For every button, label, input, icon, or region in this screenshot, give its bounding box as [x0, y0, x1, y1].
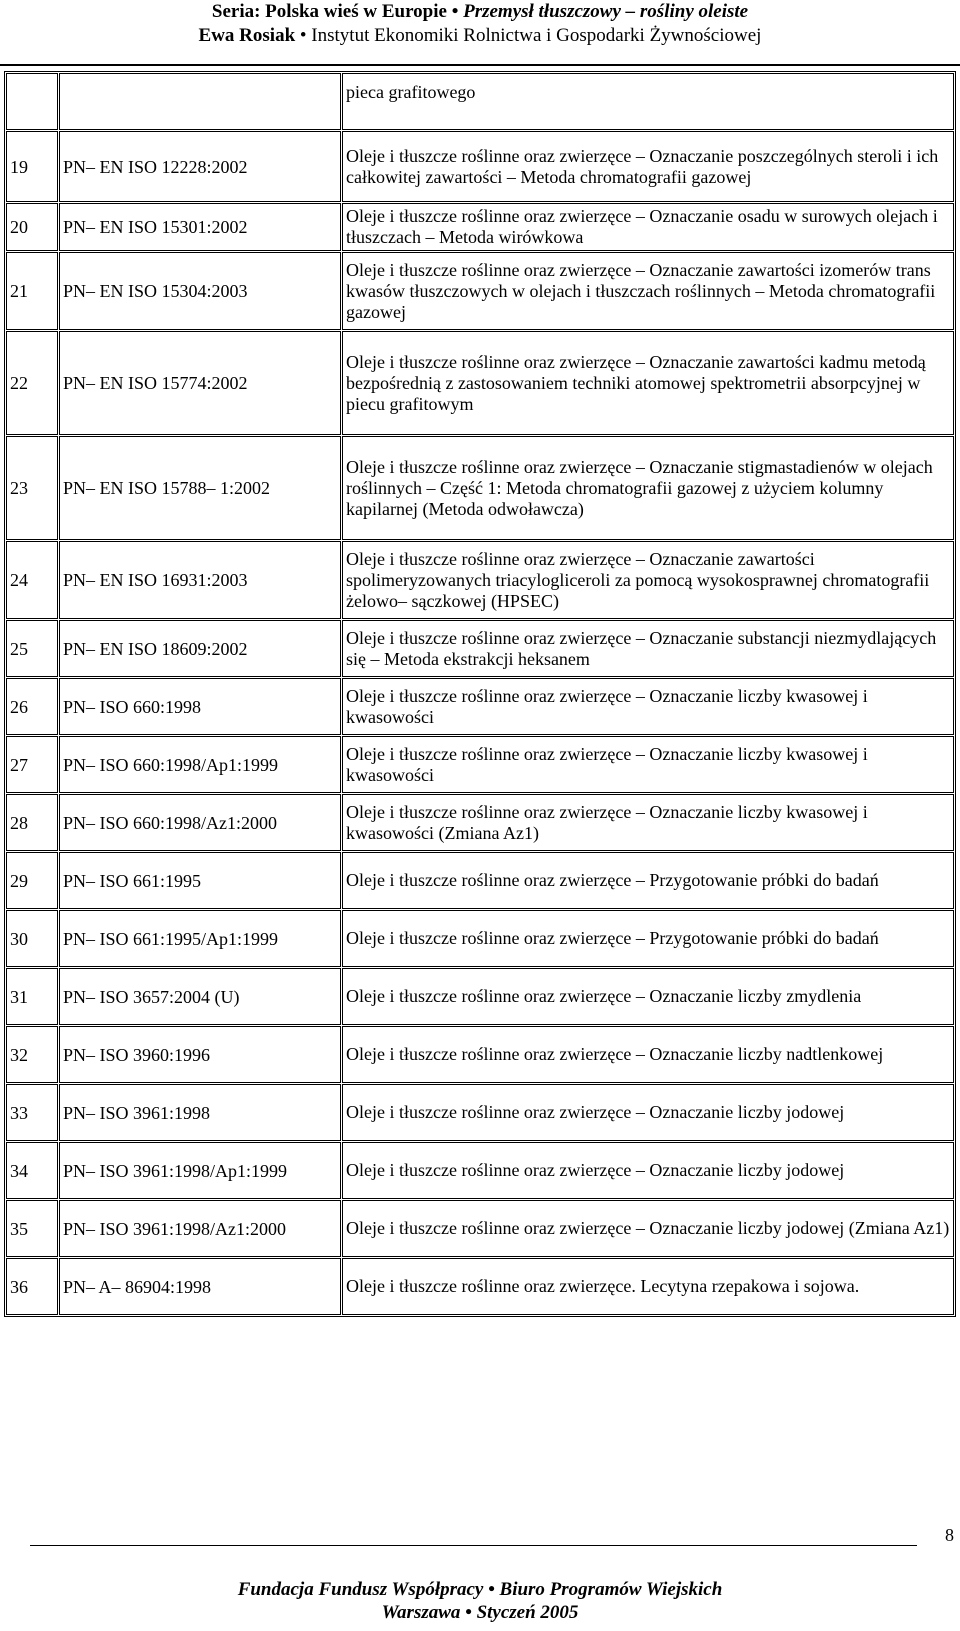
table-row	[6, 620, 954, 677]
table-cell-number: 21	[6, 252, 58, 330]
table-cell-number: 19	[6, 131, 58, 202]
table-cell-description: Oleje i tłuszcze roślinne oraz zwierzęce – Oznaczanie zawartości kadmu metodą bezpośrednią z zastosowaniem techniki atomowej spektrometrii absorpcyjnej w piecu grafitowym	[342, 331, 954, 435]
table-cell-description: Oleje i tłuszcze roślinne oraz zwierzęce – Przygotowanie próbki do badań	[342, 852, 954, 909]
table-row	[6, 203, 954, 251]
table-row-fragment	[6, 73, 954, 130]
bullet: •	[465, 1602, 472, 1623]
table-cell-standard: PN– EN ISO 18609:2002	[59, 620, 341, 677]
institute-name: Instytut Ekonomiki Rolnictwa i Gospodarki Żywnościowej	[311, 25, 762, 46]
bullet: •	[451, 1, 459, 22]
table-cell-standard: PN– ISO 3961:1998/Ap1:1999	[59, 1142, 341, 1199]
table-cell-description: Oleje i tłuszcze roślinne oraz zwierzęce – Przygotowanie próbki do badań	[342, 910, 954, 967]
page-footer	[0, 1578, 960, 1624]
table-row	[6, 1084, 954, 1141]
table-row	[6, 678, 954, 735]
footer-line-1	[0, 1578, 960, 1601]
series-line	[0, 0, 960, 24]
table-cell-description: Oleje i tłuszcze roślinne oraz zwierzęce – Oznaczanie liczby jodowej	[342, 1142, 954, 1199]
table-cell-description: Oleje i tłuszcze roślinne oraz zwierzęce – Oznaczanie poszczególnych steroli i ich całkowitej zawartości – Metoda chromatografii gazowej	[342, 131, 954, 202]
standards-table	[4, 71, 956, 1317]
table-cell-description: Oleje i tłuszcze roślinne oraz zwierzęce – Oznaczanie liczby jodowej (Zmiana Az1)	[342, 1200, 954, 1257]
table-cell-empty	[6, 73, 58, 130]
standards-table-wrap	[4, 71, 956, 1317]
footer-org: Fundacja Fundusz Współpracy	[237, 1579, 484, 1600]
table-cell-standard: PN– ISO 3657:2004 (U)	[59, 968, 341, 1025]
table-cell-standard: PN– ISO 3960:1996	[59, 1026, 341, 1083]
table-row	[6, 436, 954, 540]
table-cell-number: 35	[6, 1200, 58, 1257]
table-row	[6, 968, 954, 1025]
table-cell-standard: PN– ISO 660:1998	[59, 678, 341, 735]
table-row	[6, 1026, 954, 1083]
table-cell-number: 20	[6, 203, 58, 251]
table-row	[6, 736, 954, 793]
table-row	[6, 1258, 954, 1315]
table-cell-standard: PN– ISO 660:1998/Ap1:1999	[59, 736, 341, 793]
table-row	[6, 794, 954, 851]
table-row	[6, 1200, 954, 1257]
table-cell-description: Oleje i tłuszcze roślinne oraz zwierzęce – Oznaczanie liczby kwasowej i kwasowości (Zmiana Az1)	[342, 794, 954, 851]
table-cell-number: 34	[6, 1142, 58, 1199]
table-row	[6, 1142, 954, 1199]
table-row	[6, 252, 954, 330]
table-row	[6, 131, 954, 202]
footer-city: Warszawa	[381, 1602, 461, 1623]
table-cell-standard: PN– ISO 661:1995	[59, 852, 341, 909]
table-row	[6, 910, 954, 967]
table-row	[6, 541, 954, 619]
table-cell-standard: PN– EN ISO 12228:2002	[59, 131, 341, 202]
series-title: Przemysł tłuszczowy – rośliny oleiste	[463, 1, 749, 22]
table-cell-number: 22	[6, 331, 58, 435]
table-cell-number: 33	[6, 1084, 58, 1141]
table-cell-standard: PN– EN ISO 15788– 1:2002	[59, 436, 341, 540]
bullet: •	[299, 25, 307, 46]
table-cell-number: 27	[6, 736, 58, 793]
table-cell-number: 30	[6, 910, 58, 967]
table-cell-empty	[59, 73, 341, 130]
table-cell-standard: PN– EN ISO 15304:2003	[59, 252, 341, 330]
table-cell-description: Oleje i tłuszcze roślinne oraz zwierzęce – Oznaczanie zawartości izomerów trans kwasów tłuszczowych w olejach i tłuszczach roślinnych – Metoda chromatografii gazowej	[342, 252, 954, 330]
footer-date: Styczeń 2005	[476, 1602, 579, 1623]
author-name: Ewa Rosiak	[198, 25, 296, 46]
page-number: 8	[945, 1525, 954, 1545]
table-cell-description: Oleje i tłuszcze roślinne oraz zwierzęce – Oznaczanie substancji niezmydlających się – Metoda ekstrakcji heksanem	[342, 620, 954, 677]
table-cell-fragment: pieca grafitowego	[342, 73, 954, 130]
table-cell-description: Oleje i tłuszcze roślinne oraz zwierzęce – Oznaczanie liczby kwasowej i kwasowości	[342, 678, 954, 735]
table-row	[6, 852, 954, 909]
table-cell-standard: PN– ISO 3961:1998/Az1:2000	[59, 1200, 341, 1257]
footer-office: Biuro Programów Wiejskich	[499, 1579, 723, 1600]
footer-divider	[30, 1545, 917, 1546]
bullet: •	[488, 1579, 495, 1600]
table-cell-standard: PN– EN ISO 15774:2002	[59, 331, 341, 435]
table-cell-description: Oleje i tłuszcze roślinne oraz zwierzęce – Oznaczanie zawartości spolimeryzowanych triacylogliceroli za pomocą wysokosprawnej chromatografii żelowo– sączkowej (HPSEC)	[342, 541, 954, 619]
table-cell-description: Oleje i tłuszcze roślinne oraz zwierzęce. Lecytyna rzepakowa i sojowa.	[342, 1258, 954, 1315]
table-cell-standard: PN– ISO 660:1998/Az1:2000	[59, 794, 341, 851]
table-cell-number: 32	[6, 1026, 58, 1083]
table-cell-standard: PN– ISO 3961:1998	[59, 1084, 341, 1141]
table-cell-number: 31	[6, 968, 58, 1025]
series-label: Seria: Polska wieś w Europie	[211, 1, 447, 22]
table-row	[6, 331, 954, 435]
table-cell-number: 29	[6, 852, 58, 909]
author-line	[0, 24, 960, 48]
table-cell-description: Oleje i tłuszcze roślinne oraz zwierzęce – Oznaczanie liczby jodowej	[342, 1084, 954, 1141]
table-cell-number: 24	[6, 541, 58, 619]
table-cell-number: 26	[6, 678, 58, 735]
table-cell-description: Oleje i tłuszcze roślinne oraz zwierzęce – Oznaczanie stigmastadienów w olejach roślinnych – Część 1: Metoda chromatografii gazowej z użyciem kolumny kapilarnej (Metoda odwoławcza)	[342, 436, 954, 540]
table-cell-description: Oleje i tłuszcze roślinne oraz zwierzęce – Oznaczanie osadu w surowych olejach i tłuszczach – Metoda wirówkowa	[342, 203, 954, 251]
table-cell-number: 36	[6, 1258, 58, 1315]
table-cell-number: 23	[6, 436, 58, 540]
page-header	[0, 0, 960, 48]
table-cell-number: 25	[6, 620, 58, 677]
table-cell-standard: PN– EN ISO 16931:2003	[59, 541, 341, 619]
table-cell-description: Oleje i tłuszcze roślinne oraz zwierzęce – Oznaczanie liczby nadtlenkowej	[342, 1026, 954, 1083]
table-cell-description: Oleje i tłuszcze roślinne oraz zwierzęce – Oznaczanie liczby kwasowej i kwasowości	[342, 736, 954, 793]
table-cell-description: Oleje i tłuszcze roślinne oraz zwierzęce – Oznaczanie liczby zmydlenia	[342, 968, 954, 1025]
table-cell-number: 28	[6, 794, 58, 851]
table-cell-standard: PN– A– 86904:1998	[59, 1258, 341, 1315]
table-cell-standard: PN– ISO 661:1995/Ap1:1999	[59, 910, 341, 967]
header-divider	[0, 64, 960, 66]
footer-line-2	[0, 1601, 960, 1624]
table-cell-standard: PN– EN ISO 15301:2002	[59, 203, 341, 251]
